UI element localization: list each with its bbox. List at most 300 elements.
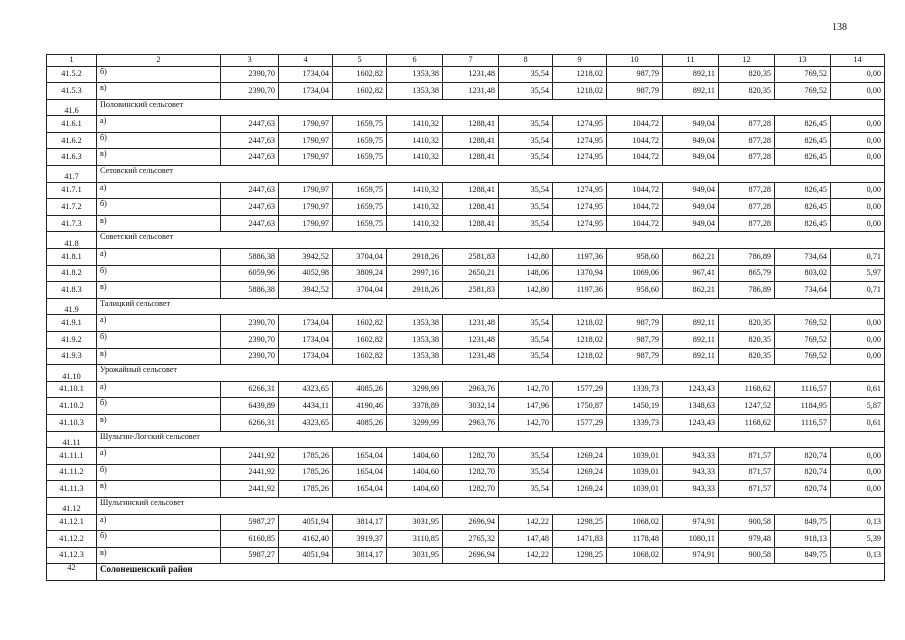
- value-cell: 871,57: [719, 448, 775, 465]
- section-row: [47, 431, 885, 448]
- value-cell: 2390,70: [221, 348, 279, 365]
- value-cell: 949,04: [663, 132, 719, 149]
- section-code: 41.7: [47, 166, 97, 183]
- value-cell: 0,00: [831, 66, 885, 83]
- value-cell: 987,79: [607, 332, 663, 349]
- value-cell: 865,79: [719, 265, 775, 282]
- value-cell: 769,52: [775, 83, 831, 100]
- row-subitem: в): [97, 282, 221, 299]
- column-header: 6: [387, 55, 443, 67]
- value-cell: 1785,26: [279, 448, 333, 465]
- value-cell: 1288,41: [443, 199, 499, 216]
- value-cell: 3031,95: [387, 514, 443, 531]
- row-subitem: в): [97, 83, 221, 100]
- value-cell: 35,54: [499, 83, 553, 100]
- value-cell: 6266,31: [221, 381, 279, 398]
- value-cell: 1790,97: [279, 215, 333, 232]
- row-code: 41.9.2: [47, 332, 97, 349]
- value-cell: 5,97: [831, 265, 885, 282]
- value-cell: 0,00: [831, 215, 885, 232]
- row-code: 41.12.3: [47, 547, 97, 564]
- row-code: 41.11.2: [47, 464, 97, 481]
- value-cell: 35,54: [499, 215, 553, 232]
- value-cell: 2696,94: [443, 514, 499, 531]
- value-cell: 1577,29: [553, 381, 607, 398]
- value-cell: 987,79: [607, 315, 663, 332]
- value-cell: 1068,02: [607, 547, 663, 564]
- value-cell: 1471,83: [553, 531, 607, 548]
- value-cell: 1269,24: [553, 464, 607, 481]
- value-cell: 0,00: [831, 132, 885, 149]
- value-cell: 2447,63: [221, 215, 279, 232]
- value-cell: 1231,48: [443, 315, 499, 332]
- value-cell: 943,33: [663, 481, 719, 498]
- value-cell: 803,02: [775, 265, 831, 282]
- value-cell: 900,58: [719, 514, 775, 531]
- row-code: 41.12.2: [47, 531, 97, 548]
- value-cell: 1410,32: [387, 215, 443, 232]
- value-cell: 820,35: [719, 348, 775, 365]
- section-code: 41.6: [47, 99, 97, 116]
- table-row: [47, 381, 885, 398]
- value-cell: 1410,32: [387, 149, 443, 166]
- value-cell: 35,54: [499, 481, 553, 498]
- value-cell: 3032,14: [443, 398, 499, 415]
- value-cell: 2963,76: [443, 381, 499, 398]
- value-cell: 769,52: [775, 66, 831, 83]
- row-subitem: б): [97, 398, 221, 415]
- table-row: [47, 464, 885, 481]
- value-cell: 1274,95: [553, 182, 607, 199]
- value-cell: 769,52: [775, 315, 831, 332]
- value-cell: 1044,72: [607, 199, 663, 216]
- row-subitem: б): [97, 265, 221, 282]
- value-cell: 2447,63: [221, 149, 279, 166]
- value-cell: 2918,26: [387, 249, 443, 266]
- value-cell: 1044,72: [607, 116, 663, 133]
- value-cell: 892,11: [663, 83, 719, 100]
- value-cell: 826,45: [775, 199, 831, 216]
- value-cell: 0,00: [831, 116, 885, 133]
- value-cell: 826,45: [775, 182, 831, 199]
- value-cell: 918,13: [775, 531, 831, 548]
- value-cell: 142,80: [499, 249, 553, 266]
- value-cell: 1274,95: [553, 132, 607, 149]
- table-row: [47, 265, 885, 282]
- column-header: 3: [221, 55, 279, 67]
- row-code: 41.6.2: [47, 132, 97, 149]
- row-subitem: а): [97, 315, 221, 332]
- value-cell: 2447,63: [221, 116, 279, 133]
- value-cell: 6439,89: [221, 398, 279, 415]
- value-cell: 0,00: [831, 83, 885, 100]
- value-cell: 1353,38: [387, 332, 443, 349]
- value-cell: 147,96: [499, 398, 553, 415]
- value-cell: 958,60: [607, 249, 663, 266]
- value-cell: 1178,48: [607, 531, 663, 548]
- table-row: [47, 448, 885, 465]
- value-cell: 3814,17: [333, 514, 387, 531]
- value-cell: 0,61: [831, 381, 885, 398]
- value-cell: 2441,92: [221, 464, 279, 481]
- value-cell: 35,54: [499, 315, 553, 332]
- value-cell: 1231,48: [443, 332, 499, 349]
- value-cell: 1044,72: [607, 215, 663, 232]
- value-cell: 1410,32: [387, 132, 443, 149]
- value-cell: 1404,60: [387, 481, 443, 498]
- tariff-table: [46, 54, 885, 581]
- table-row: [47, 199, 885, 216]
- value-cell: 35,54: [499, 116, 553, 133]
- value-cell: 0,00: [831, 199, 885, 216]
- value-cell: 142,22: [499, 514, 553, 531]
- value-cell: 2390,70: [221, 83, 279, 100]
- section-row: [47, 166, 885, 183]
- value-cell: 1577,29: [553, 414, 607, 431]
- table-row: [47, 531, 885, 548]
- value-cell: 1218,02: [553, 83, 607, 100]
- value-cell: 1404,60: [387, 448, 443, 465]
- section-row: [47, 365, 885, 382]
- value-cell: 1790,97: [279, 199, 333, 216]
- row-subitem: а): [97, 116, 221, 133]
- value-cell: 1410,32: [387, 182, 443, 199]
- column-header: 11: [663, 55, 719, 67]
- value-cell: 820,74: [775, 448, 831, 465]
- table-row: [47, 215, 885, 232]
- value-cell: 3942,52: [279, 282, 333, 299]
- row-subitem: а): [97, 381, 221, 398]
- table-body: [47, 55, 885, 581]
- table-row: [47, 332, 885, 349]
- value-cell: 1044,72: [607, 182, 663, 199]
- value-cell: 1410,32: [387, 199, 443, 216]
- value-cell: 3814,17: [333, 547, 387, 564]
- table-row: [47, 249, 885, 266]
- header-row: [47, 55, 885, 67]
- value-cell: 949,04: [663, 199, 719, 216]
- value-cell: 877,28: [719, 132, 775, 149]
- value-cell: 4051,94: [279, 547, 333, 564]
- value-cell: 1298,25: [553, 547, 607, 564]
- value-cell: 2441,92: [221, 448, 279, 465]
- value-cell: 892,11: [663, 315, 719, 332]
- value-cell: 1116,57: [775, 381, 831, 398]
- value-cell: 2997,16: [387, 265, 443, 282]
- value-cell: 0,00: [831, 481, 885, 498]
- value-cell: 786,89: [719, 249, 775, 266]
- column-header: 1: [47, 55, 97, 67]
- row-code: 41.5.3: [47, 83, 97, 100]
- value-cell: 35,54: [499, 132, 553, 149]
- value-cell: 1274,95: [553, 199, 607, 216]
- value-cell: 820,74: [775, 464, 831, 481]
- value-cell: 820,35: [719, 315, 775, 332]
- value-cell: 1288,41: [443, 132, 499, 149]
- value-cell: 1410,32: [387, 116, 443, 133]
- value-cell: 1734,04: [279, 66, 333, 83]
- value-cell: 786,89: [719, 282, 775, 299]
- value-cell: 1348,63: [663, 398, 719, 415]
- row-subitem: в): [97, 547, 221, 564]
- value-cell: 35,54: [499, 149, 553, 166]
- value-cell: 3704,04: [333, 282, 387, 299]
- value-cell: 1218,02: [553, 332, 607, 349]
- value-cell: 0,00: [831, 149, 885, 166]
- value-cell: 0,00: [831, 464, 885, 481]
- value-cell: 949,04: [663, 182, 719, 199]
- value-cell: 4051,94: [279, 514, 333, 531]
- table-row: [47, 132, 885, 149]
- row-subitem: б): [97, 332, 221, 349]
- value-cell: 1044,72: [607, 132, 663, 149]
- value-cell: 1168,62: [719, 381, 775, 398]
- value-cell: 1243,43: [663, 414, 719, 431]
- value-cell: 2447,63: [221, 132, 279, 149]
- section-row: [47, 298, 885, 315]
- value-cell: 2390,70: [221, 332, 279, 349]
- value-cell: 1282,70: [443, 464, 499, 481]
- district-row: [47, 564, 885, 581]
- value-cell: 769,52: [775, 332, 831, 349]
- table-row: [47, 282, 885, 299]
- value-cell: 1659,75: [333, 116, 387, 133]
- value-cell: 1659,75: [333, 215, 387, 232]
- value-cell: 2918,26: [387, 282, 443, 299]
- column-header: 4: [279, 55, 333, 67]
- row-code: 41.11.1: [47, 448, 97, 465]
- value-cell: 1353,38: [387, 348, 443, 365]
- value-cell: 1218,02: [553, 315, 607, 332]
- value-cell: 1039,01: [607, 448, 663, 465]
- table-row: [47, 348, 885, 365]
- row-code: 41.7.1: [47, 182, 97, 199]
- value-cell: 1750,87: [553, 398, 607, 415]
- section-row: [47, 497, 885, 514]
- row-subitem: а): [97, 514, 221, 531]
- value-cell: 1353,38: [387, 66, 443, 83]
- value-cell: 6059,96: [221, 265, 279, 282]
- value-cell: 1790,97: [279, 116, 333, 133]
- value-cell: 1339,73: [607, 381, 663, 398]
- value-cell: 1339,73: [607, 414, 663, 431]
- value-cell: 0,13: [831, 547, 885, 564]
- section-title: Сетовский сельсовет: [97, 166, 885, 183]
- value-cell: 1602,82: [333, 332, 387, 349]
- value-cell: 1197,36: [553, 282, 607, 299]
- value-cell: 1068,02: [607, 514, 663, 531]
- row-code: 41.8.3: [47, 282, 97, 299]
- value-cell: 979,48: [719, 531, 775, 548]
- section-title: Половинский сельсовет: [97, 99, 885, 116]
- value-cell: 1231,48: [443, 83, 499, 100]
- value-cell: 1734,04: [279, 332, 333, 349]
- value-cell: 1116,57: [775, 414, 831, 431]
- value-cell: 1039,01: [607, 464, 663, 481]
- value-cell: 5886,38: [221, 282, 279, 299]
- value-cell: 943,33: [663, 464, 719, 481]
- value-cell: 974,91: [663, 514, 719, 531]
- table-row: [47, 315, 885, 332]
- value-cell: 4162,40: [279, 531, 333, 548]
- value-cell: 1450,19: [607, 398, 663, 415]
- value-cell: 3299,99: [387, 381, 443, 398]
- value-cell: 2447,63: [221, 199, 279, 216]
- value-cell: 1654,04: [333, 448, 387, 465]
- value-cell: 1602,82: [333, 348, 387, 365]
- value-cell: 1353,38: [387, 83, 443, 100]
- value-cell: 826,45: [775, 215, 831, 232]
- table-row: [47, 149, 885, 166]
- value-cell: 0,00: [831, 315, 885, 332]
- value-cell: 1654,04: [333, 464, 387, 481]
- value-cell: 2581,83: [443, 249, 499, 266]
- value-cell: 826,45: [775, 149, 831, 166]
- value-cell: 1790,97: [279, 132, 333, 149]
- value-cell: 1218,02: [553, 348, 607, 365]
- value-cell: 2390,70: [221, 315, 279, 332]
- value-cell: 900,58: [719, 547, 775, 564]
- row-subitem: в): [97, 481, 221, 498]
- value-cell: 1790,97: [279, 182, 333, 199]
- column-header: 2: [97, 55, 221, 67]
- row-subitem: б): [97, 199, 221, 216]
- value-cell: 1370,94: [553, 265, 607, 282]
- value-cell: 826,45: [775, 132, 831, 149]
- value-cell: 1288,41: [443, 149, 499, 166]
- value-cell: 2765,32: [443, 531, 499, 548]
- value-cell: 820,35: [719, 66, 775, 83]
- value-cell: 974,91: [663, 547, 719, 564]
- table-row: [47, 398, 885, 415]
- value-cell: 0,00: [831, 182, 885, 199]
- value-cell: 1269,24: [553, 481, 607, 498]
- value-cell: 0,00: [831, 448, 885, 465]
- row-code: 41.11.3: [47, 481, 97, 498]
- value-cell: 35,54: [499, 448, 553, 465]
- value-cell: 1734,04: [279, 83, 333, 100]
- value-cell: 5,87: [831, 398, 885, 415]
- value-cell: 1184,95: [775, 398, 831, 415]
- row-code: 41.5.2: [47, 66, 97, 83]
- value-cell: 1602,82: [333, 315, 387, 332]
- value-cell: 987,79: [607, 66, 663, 83]
- value-cell: 1288,41: [443, 116, 499, 133]
- value-cell: 6266,31: [221, 414, 279, 431]
- value-cell: 35,54: [499, 332, 553, 349]
- section-title: Талицкий сельсовет: [97, 298, 885, 315]
- column-header: 13: [775, 55, 831, 67]
- row-subitem: в): [97, 149, 221, 166]
- section-code: 41.8: [47, 232, 97, 249]
- value-cell: 1231,48: [443, 348, 499, 365]
- value-cell: 0,71: [831, 282, 885, 299]
- value-cell: 3299,99: [387, 414, 443, 431]
- value-cell: 1404,60: [387, 464, 443, 481]
- value-cell: 1044,72: [607, 149, 663, 166]
- value-cell: 987,79: [607, 348, 663, 365]
- value-cell: 4052,98: [279, 265, 333, 282]
- value-cell: 1659,75: [333, 182, 387, 199]
- value-cell: 3942,52: [279, 249, 333, 266]
- value-cell: 849,75: [775, 514, 831, 531]
- value-cell: 5987,27: [221, 514, 279, 531]
- value-cell: 3110,85: [387, 531, 443, 548]
- row-code: 41.6.1: [47, 116, 97, 133]
- value-cell: 1734,04: [279, 348, 333, 365]
- section-code: 42: [47, 564, 97, 581]
- value-cell: 3919,37: [333, 531, 387, 548]
- row-code: 41.10.1: [47, 381, 97, 398]
- section-title: Шульгин-Логский сельсовет: [97, 431, 885, 448]
- value-cell: 3031,95: [387, 547, 443, 564]
- row-code: 41.8.2: [47, 265, 97, 282]
- value-cell: 1231,48: [443, 66, 499, 83]
- row-code: 41.6.3: [47, 149, 97, 166]
- value-cell: 949,04: [663, 215, 719, 232]
- row-code: 41.9.1: [47, 315, 97, 332]
- section-row: [47, 99, 885, 116]
- table-row: [47, 116, 885, 133]
- section-code: 41.11: [47, 431, 97, 448]
- value-cell: 877,28: [719, 149, 775, 166]
- value-cell: 862,21: [663, 249, 719, 266]
- value-cell: 3704,04: [333, 249, 387, 266]
- section-title: Урожайный сельсовет: [97, 365, 885, 382]
- table-row: [47, 83, 885, 100]
- column-header: 14: [831, 55, 885, 67]
- row-subitem: б): [97, 66, 221, 83]
- row-code: 41.9.3: [47, 348, 97, 365]
- value-cell: 1654,04: [333, 481, 387, 498]
- value-cell: 2390,70: [221, 66, 279, 83]
- row-subitem: б): [97, 531, 221, 548]
- value-cell: 862,21: [663, 282, 719, 299]
- value-cell: 877,28: [719, 116, 775, 133]
- row-code: 41.12.1: [47, 514, 97, 531]
- value-cell: 148,06: [499, 265, 553, 282]
- value-cell: 1269,24: [553, 448, 607, 465]
- row-subitem: а): [97, 448, 221, 465]
- table-row: [47, 414, 885, 431]
- value-cell: 5886,38: [221, 249, 279, 266]
- value-cell: 949,04: [663, 149, 719, 166]
- row-code: 41.10.3: [47, 414, 97, 431]
- row-subitem: б): [97, 464, 221, 481]
- row-subitem: а): [97, 249, 221, 266]
- value-cell: 1790,97: [279, 149, 333, 166]
- section-title: Советский сельсовет: [97, 232, 885, 249]
- value-cell: 849,75: [775, 547, 831, 564]
- value-cell: 1734,04: [279, 315, 333, 332]
- row-code: 41.8.1: [47, 249, 97, 266]
- value-cell: 949,04: [663, 116, 719, 133]
- value-cell: 0,00: [831, 348, 885, 365]
- value-cell: 769,52: [775, 348, 831, 365]
- value-cell: 871,57: [719, 481, 775, 498]
- value-cell: 1785,26: [279, 481, 333, 498]
- value-cell: 2447,63: [221, 182, 279, 199]
- value-cell: 0,71: [831, 249, 885, 266]
- value-cell: 1288,41: [443, 182, 499, 199]
- value-cell: 1274,95: [553, 116, 607, 133]
- table-row: [47, 547, 885, 564]
- value-cell: 1243,43: [663, 381, 719, 398]
- value-cell: 2963,76: [443, 414, 499, 431]
- value-cell: 826,45: [775, 116, 831, 133]
- value-cell: 3378,89: [387, 398, 443, 415]
- value-cell: 1247,52: [719, 398, 775, 415]
